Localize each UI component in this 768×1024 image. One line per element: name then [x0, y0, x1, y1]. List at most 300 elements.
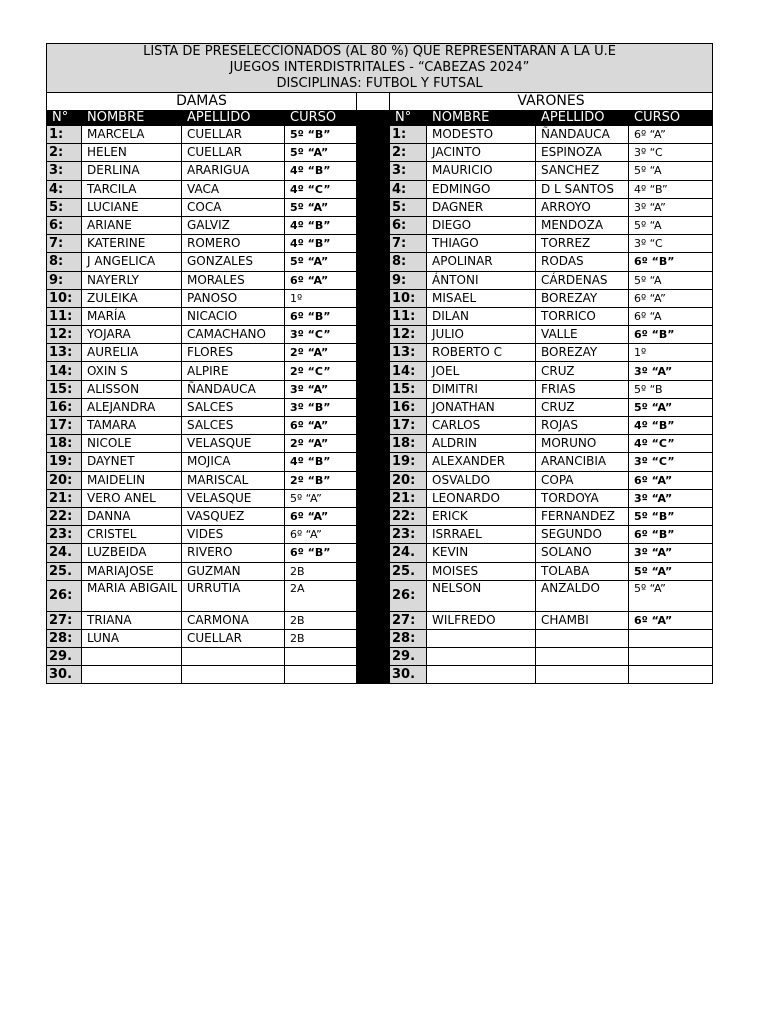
apellido-left: URRUTIA	[182, 580, 285, 611]
nombre-right: THIAGO	[427, 235, 536, 253]
row-number-right: 23:	[390, 526, 427, 544]
row-gap	[357, 398, 390, 416]
curso-right: 3º “A”	[629, 198, 713, 216]
curso-right: 6º “A”	[629, 471, 713, 489]
row-gap	[357, 126, 390, 144]
curso-left: 2º “B”	[285, 471, 357, 489]
row-number-left: 3:	[47, 162, 82, 180]
nombre-right: APOLINAR	[427, 253, 536, 271]
row-number-left: 5:	[47, 198, 82, 216]
apellido-right: TORRICO	[536, 307, 629, 325]
row-gap	[357, 253, 390, 271]
apellido-right: CHAMBI	[536, 611, 629, 629]
curso-right: 6º “B”	[629, 253, 713, 271]
nombre-right: DAGNER	[427, 198, 536, 216]
nombre-right	[427, 666, 536, 684]
row-number-left: 2:	[47, 144, 82, 162]
nombre-right: LEONARDO	[427, 489, 536, 507]
nombre-right: DIEGO	[427, 216, 536, 234]
row-gap	[357, 580, 390, 611]
row-number-left: 20:	[47, 471, 82, 489]
row-number-left: 4:	[47, 180, 82, 198]
row-number-left: 16:	[47, 398, 82, 416]
row-number-right: 13:	[390, 344, 427, 362]
row-gap	[357, 417, 390, 435]
table-row	[47, 289, 713, 307]
title-row	[47, 44, 713, 93]
table-row	[47, 344, 713, 362]
apellido-left: NICACIO	[182, 307, 285, 325]
header-gap	[357, 111, 390, 126]
table-row	[47, 198, 713, 216]
nombre-right: MAURICIO	[427, 162, 536, 180]
curso-left: 2B	[285, 562, 357, 580]
row-number-right: 5:	[390, 198, 427, 216]
row-number-right: 6:	[390, 216, 427, 234]
row-number-right: 28:	[390, 629, 427, 647]
curso-right: 4º “C”	[629, 435, 713, 453]
row-number-left: 15:	[47, 380, 82, 398]
nombre-right: ÁNTONI	[427, 271, 536, 289]
curso-left	[285, 648, 357, 666]
row-number-left: 22:	[47, 507, 82, 525]
apellido-right: ARANCIBIA	[536, 453, 629, 471]
curso-left: 4º “C”	[285, 180, 357, 198]
header-curso-left: CURSO	[285, 111, 357, 126]
curso-left: 5º “A”	[285, 253, 357, 271]
row-gap	[357, 344, 390, 362]
table-row	[47, 362, 713, 380]
row-number-left: 6:	[47, 216, 82, 234]
table-row	[47, 417, 713, 435]
row-number-right: 19:	[390, 453, 427, 471]
apellido-right: FRIAS	[536, 380, 629, 398]
curso-left: 5º “A”	[285, 144, 357, 162]
nombre-left: YOJARA	[82, 326, 182, 344]
nombre-left: NICOLE	[82, 435, 182, 453]
apellido-right: ANZALDO	[536, 580, 629, 611]
table-row	[47, 489, 713, 507]
apellido-left: VASQUEZ	[182, 507, 285, 525]
row-number-left: 8:	[47, 253, 82, 271]
row-number-right: 1:	[390, 126, 427, 144]
table-row	[47, 507, 713, 525]
apellido-left: VACA	[182, 180, 285, 198]
row-number-right: 25.	[390, 562, 427, 580]
nombre-right: ALDRIN	[427, 435, 536, 453]
row-number-right: 4:	[390, 180, 427, 198]
apellido-right: BOREZAY	[536, 344, 629, 362]
apellido-right: ARROYO	[536, 198, 629, 216]
apellido-left: GUZMAN	[182, 562, 285, 580]
apellido-right: TORDOYA	[536, 489, 629, 507]
apellido-left	[182, 666, 285, 684]
apellido-left: ALPIRE	[182, 362, 285, 380]
apellido-left: VELASQUE	[182, 435, 285, 453]
row-gap	[357, 198, 390, 216]
curso-left: 2A	[285, 580, 357, 611]
nombre-left: DERLINA	[82, 162, 182, 180]
row-gap	[357, 544, 390, 562]
curso-left: 6º “A”	[285, 526, 357, 544]
row-number-right: 3:	[390, 162, 427, 180]
apellido-left: SALCES	[182, 417, 285, 435]
apellido-left: RIVERO	[182, 544, 285, 562]
curso-right	[629, 666, 713, 684]
curso-right: 5º “A	[629, 162, 713, 180]
preselection-table	[46, 43, 713, 684]
row-gap	[357, 180, 390, 198]
row-number-left: 9:	[47, 271, 82, 289]
row-gap	[357, 144, 390, 162]
curso-left: 6º “B”	[285, 307, 357, 325]
nombre-right	[427, 629, 536, 647]
table-row	[47, 380, 713, 398]
nombre-left: LUCIANE	[82, 198, 182, 216]
apellido-right: TOLABA	[536, 562, 629, 580]
row-number-left: 26:	[47, 580, 82, 611]
table-row	[47, 271, 713, 289]
nombre-left	[82, 648, 182, 666]
curso-right: 3º “A”	[629, 362, 713, 380]
title-line-1: LISTA DE PRESELECCIONADOS (AL 80 %) QUE REPRESENTARÁN A LA U.E	[143, 44, 616, 59]
curso-left: 4º “B”	[285, 453, 357, 471]
nombre-left: CRISTEL	[82, 526, 182, 544]
curso-left: 4º “B”	[285, 162, 357, 180]
nombre-left: ARIANE	[82, 216, 182, 234]
apellido-left: SALCES	[182, 398, 285, 416]
apellido-left: GALVIZ	[182, 216, 285, 234]
table-row	[47, 326, 713, 344]
table-row	[47, 216, 713, 234]
nombre-left: MARIAJOSE	[82, 562, 182, 580]
row-gap	[357, 307, 390, 325]
nombre-left: MARÍA	[82, 307, 182, 325]
row-number-left: 13:	[47, 344, 82, 362]
header-num-right: N°	[390, 111, 427, 126]
nombre-right: MISAEL	[427, 289, 536, 307]
nombre-left: TARCILA	[82, 180, 182, 198]
row-number-left: 23:	[47, 526, 82, 544]
curso-left: 4º “B”	[285, 216, 357, 234]
nombre-left: LUNA	[82, 629, 182, 647]
row-gap	[357, 162, 390, 180]
apellido-left: COCA	[182, 198, 285, 216]
curso-left: 5º “A”	[285, 198, 357, 216]
apellido-left: ÑANDAUCA	[182, 380, 285, 398]
curso-left: 3º “C”	[285, 326, 357, 344]
row-gap	[357, 507, 390, 525]
apellido-left: CUELLAR	[182, 126, 285, 144]
row-number-left: 30.	[47, 666, 82, 684]
row-number-right: 22:	[390, 507, 427, 525]
table-row	[47, 611, 713, 629]
apellido-right: BOREZAY	[536, 289, 629, 307]
apellido-right: TORREZ	[536, 235, 629, 253]
curso-left: 3º “A”	[285, 380, 357, 398]
row-number-right: 14:	[390, 362, 427, 380]
nombre-left: LUZBEIDA	[82, 544, 182, 562]
row-gap	[357, 526, 390, 544]
curso-left: 2º “A”	[285, 435, 357, 453]
curso-right: 6º “B”	[629, 526, 713, 544]
apellido-right: SEGUNDO	[536, 526, 629, 544]
nombre-left: MARIA ABIGAIL	[82, 580, 182, 611]
apellido-right: COPA	[536, 471, 629, 489]
curso-right: 3º “A”	[629, 489, 713, 507]
nombre-right: OSVALDO	[427, 471, 536, 489]
nombre-right: CARLOS	[427, 417, 536, 435]
row-number-right: 26:	[390, 580, 427, 611]
row-gap	[357, 235, 390, 253]
row-number-left: 24.	[47, 544, 82, 562]
curso-left: 1º	[285, 289, 357, 307]
apellido-left: VELASQUE	[182, 489, 285, 507]
nombre-left: J ANGELICA	[82, 253, 182, 271]
section-row	[47, 93, 713, 111]
row-number-right: 11:	[390, 307, 427, 325]
row-number-left: 7:	[47, 235, 82, 253]
apellido-right: VALLE	[536, 326, 629, 344]
row-number-right: 17:	[390, 417, 427, 435]
nombre-right: EDMINGO	[427, 180, 536, 198]
title-line-3: DISCIPLINAS: FUTBOL Y FUTSAL	[276, 76, 483, 91]
curso-right: 6º “A	[629, 307, 713, 325]
nombre-right: NELSON	[427, 580, 536, 611]
header-apellido-left: APELLIDO	[182, 111, 285, 126]
apellido-right: ÑANDAUCA	[536, 126, 629, 144]
nombre-left: VERO ANEL	[82, 489, 182, 507]
curso-right: 5º “A”	[629, 562, 713, 580]
curso-right: 3º “C	[629, 144, 713, 162]
nombre-left: ALISSON	[82, 380, 182, 398]
row-number-left: 27:	[47, 611, 82, 629]
row-number-right: 18:	[390, 435, 427, 453]
table-row	[47, 162, 713, 180]
curso-right: 4º “B”	[629, 417, 713, 435]
section-gap	[357, 93, 390, 111]
table-row	[47, 235, 713, 253]
row-number-left: 17:	[47, 417, 82, 435]
nombre-left: AURELIA	[82, 344, 182, 362]
curso-left: 2º “A”	[285, 344, 357, 362]
row-gap	[357, 362, 390, 380]
title-line-2: JUEGOS INTERDISTRITALES - “CABEZAS 2024”	[229, 60, 530, 75]
apellido-left: FLORES	[182, 344, 285, 362]
nombre-left: KATERINE	[82, 235, 182, 253]
apellido-left: MARISCAL	[182, 471, 285, 489]
nombre-right: JONATHAN	[427, 398, 536, 416]
nombre-left: HELEN	[82, 144, 182, 162]
nombre-left: MAIDELIN	[82, 471, 182, 489]
apellido-right: CÁRDENAS	[536, 271, 629, 289]
apellido-left: CAMACHANO	[182, 326, 285, 344]
table-row	[47, 562, 713, 580]
apellido-right	[536, 648, 629, 666]
row-gap	[357, 453, 390, 471]
row-number-left: 12:	[47, 326, 82, 344]
nombre-left: DAYNET	[82, 453, 182, 471]
apellido-right	[536, 629, 629, 647]
row-number-right: 21:	[390, 489, 427, 507]
row-number-left: 10:	[47, 289, 82, 307]
nombre-left: OXIN S	[82, 362, 182, 380]
apellido-right: MORUNO	[536, 435, 629, 453]
curso-right: 5º “A”	[629, 398, 713, 416]
curso-right: 6º “A”	[629, 126, 713, 144]
row-number-right: 15:	[390, 380, 427, 398]
header-row	[47, 111, 713, 126]
nombre-right: WILFREDO	[427, 611, 536, 629]
curso-left: 3º “B”	[285, 398, 357, 416]
section-damas: DAMAS	[47, 93, 357, 111]
row-number-right: 20:	[390, 471, 427, 489]
table-row	[47, 253, 713, 271]
curso-right: 3º “C	[629, 235, 713, 253]
header-curso-right: CURSO	[629, 111, 713, 126]
curso-right: 4º “B”	[629, 180, 713, 198]
curso-right	[629, 648, 713, 666]
row-gap	[357, 666, 390, 684]
row-number-right: 12:	[390, 326, 427, 344]
apellido-left: CARMONA	[182, 611, 285, 629]
curso-left	[285, 666, 357, 684]
curso-left: 6º “A”	[285, 271, 357, 289]
apellido-left: ARARIGUA	[182, 162, 285, 180]
curso-right: 6º “A”	[629, 611, 713, 629]
nombre-left: DANNA	[82, 507, 182, 525]
curso-right: 1º	[629, 344, 713, 362]
apellido-left: CUELLAR	[182, 144, 285, 162]
curso-right: 5º “B	[629, 380, 713, 398]
apellido-right: D L SANTOS	[536, 180, 629, 198]
table-row	[47, 453, 713, 471]
row-number-right: 7:	[390, 235, 427, 253]
row-number-right: 10:	[390, 289, 427, 307]
apellido-right: CRUZ	[536, 362, 629, 380]
nombre-right: JACINTO	[427, 144, 536, 162]
nombre-right	[427, 648, 536, 666]
apellido-right: SANCHEZ	[536, 162, 629, 180]
apellido-right: FERNANDEZ	[536, 507, 629, 525]
row-number-right: 8:	[390, 253, 427, 271]
apellido-right: ESPINOZA	[536, 144, 629, 162]
row-gap	[357, 289, 390, 307]
apellido-left: MOJICA	[182, 453, 285, 471]
apellido-right: MENDOZA	[536, 216, 629, 234]
curso-right: 5º “A	[629, 271, 713, 289]
row-number-left: 1:	[47, 126, 82, 144]
header-apellido-right: APELLIDO	[536, 111, 629, 126]
table-row	[47, 471, 713, 489]
row-gap	[357, 648, 390, 666]
curso-right: 6º “B”	[629, 326, 713, 344]
apellido-right: CRUZ	[536, 398, 629, 416]
nombre-left: NAYERLY	[82, 271, 182, 289]
row-gap	[357, 629, 390, 647]
row-number-left: 29.	[47, 648, 82, 666]
nombre-right: MOISES	[427, 562, 536, 580]
curso-left: 4º “B”	[285, 235, 357, 253]
curso-left: 5º “A”	[285, 489, 357, 507]
curso-left: 6º “B”	[285, 544, 357, 562]
curso-right: 5º “A”	[629, 580, 713, 611]
curso-right: 3º “C”	[629, 453, 713, 471]
row-number-left: 25.	[47, 562, 82, 580]
apellido-right: ROJAS	[536, 417, 629, 435]
nombre-left: ZULEIKA	[82, 289, 182, 307]
curso-left: 2B	[285, 629, 357, 647]
nombre-right: ROBERTO C	[427, 344, 536, 362]
table-row	[47, 144, 713, 162]
curso-left: 6º “A”	[285, 507, 357, 525]
row-number-right: 30.	[390, 666, 427, 684]
row-number-right: 16:	[390, 398, 427, 416]
row-number-right: 9:	[390, 271, 427, 289]
nombre-left: ALEJANDRA	[82, 398, 182, 416]
curso-right: 5º “B”	[629, 507, 713, 525]
table-row	[47, 435, 713, 453]
table-row	[47, 307, 713, 325]
curso-left: 2º “C”	[285, 362, 357, 380]
curso-right: 6º “A”	[629, 289, 713, 307]
row-number-right: 29.	[390, 648, 427, 666]
curso-right: 5º “A	[629, 216, 713, 234]
nombre-right: ISRRAEL	[427, 526, 536, 544]
table-row	[47, 580, 713, 611]
row-gap	[357, 489, 390, 507]
apellido-left: GONZALES	[182, 253, 285, 271]
row-number-left: 19:	[47, 453, 82, 471]
row-number-right: 27:	[390, 611, 427, 629]
row-gap	[357, 562, 390, 580]
header-nombre-right: NOMBRE	[427, 111, 536, 126]
table-row	[47, 666, 713, 684]
header-nombre-left: NOMBRE	[82, 111, 182, 126]
curso-left: 6º “A”	[285, 417, 357, 435]
document-title	[47, 44, 713, 93]
apellido-left: PANOSO	[182, 289, 285, 307]
row-number-right: 2:	[390, 144, 427, 162]
nombre-right: ALEXANDER	[427, 453, 536, 471]
nombre-right: JULIO	[427, 326, 536, 344]
table-row	[47, 648, 713, 666]
nombre-right: DILAN	[427, 307, 536, 325]
row-number-left: 21:	[47, 489, 82, 507]
nombre-right: DIMITRI	[427, 380, 536, 398]
row-gap	[357, 271, 390, 289]
row-gap	[357, 380, 390, 398]
nombre-left: TAMARA	[82, 417, 182, 435]
apellido-right: SOLANO	[536, 544, 629, 562]
row-gap	[357, 471, 390, 489]
table-row	[47, 526, 713, 544]
apellido-right	[536, 666, 629, 684]
row-number-left: 14:	[47, 362, 82, 380]
curso-right	[629, 629, 713, 647]
curso-left: 2B	[285, 611, 357, 629]
row-number-left: 18:	[47, 435, 82, 453]
nombre-right: MODESTO	[427, 126, 536, 144]
curso-left: 5º “B”	[285, 126, 357, 144]
table-row	[47, 126, 713, 144]
table-row	[47, 544, 713, 562]
nombre-left: MARCELA	[82, 126, 182, 144]
apellido-left: CUELLAR	[182, 629, 285, 647]
apellido-left	[182, 648, 285, 666]
section-varones: VARONES	[390, 93, 713, 111]
nombre-left: TRIANA	[82, 611, 182, 629]
